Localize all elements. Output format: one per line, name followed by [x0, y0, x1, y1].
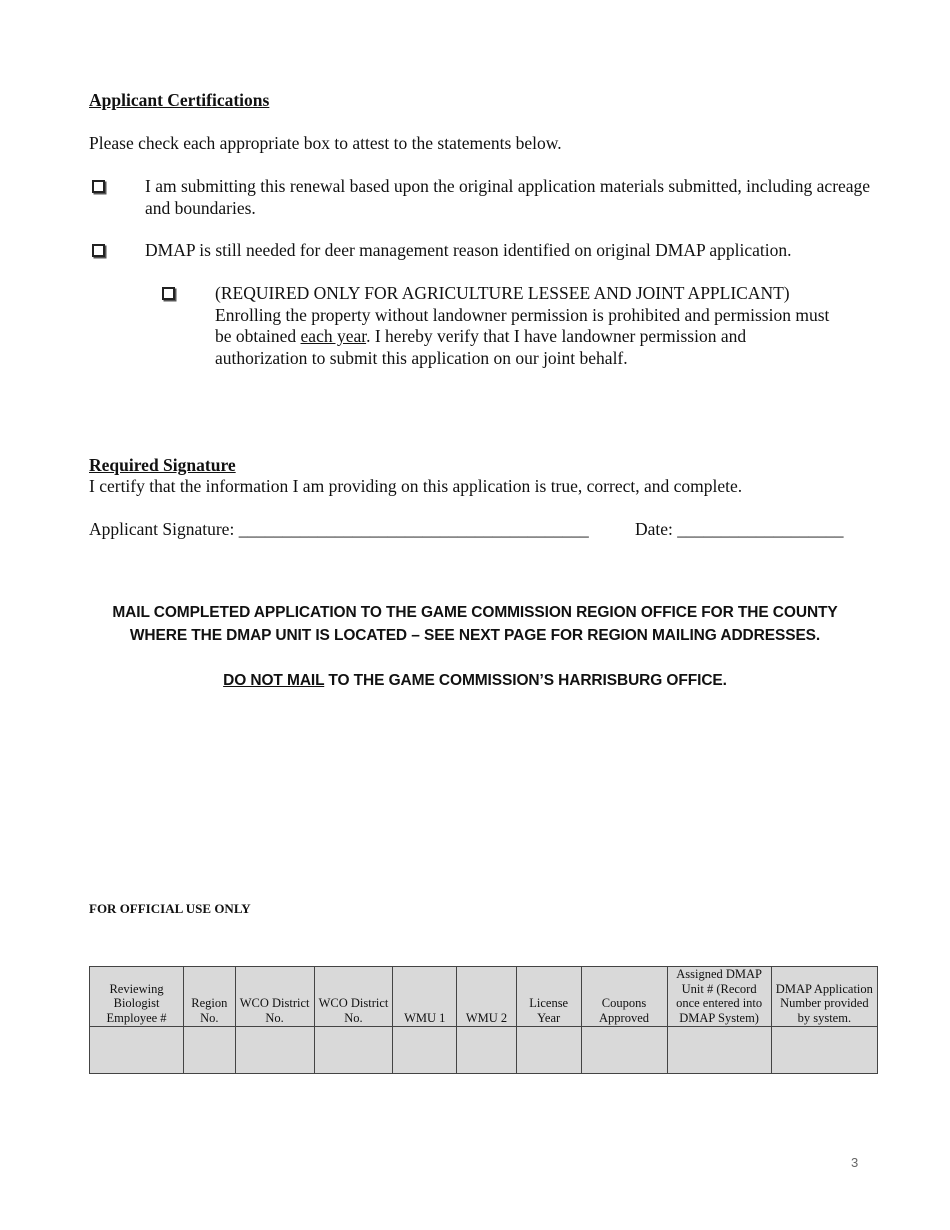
- col-wco-district-2: WCO District No.: [314, 967, 393, 1027]
- applicant-signature-row: [89, 519, 589, 541]
- col-assigned-dmap-unit: Assigned DMAP Unit # (Record once entered into DMAP System): [667, 967, 771, 1027]
- cell-assigned-dmap-unit: [667, 1027, 771, 1074]
- official-use-table: [89, 966, 878, 1074]
- do-not-mail-rest: TO THE GAME COMMISSION’S HARRISBURG OFFICE.: [324, 672, 727, 689]
- mail-instructions: [0, 601, 950, 647]
- date-field[interactable]: ___________________: [677, 519, 844, 539]
- col-dmap-application-number: DMAP Application Number provided by system.: [771, 967, 877, 1027]
- dmap-needed-statement: DMAP is still needed for deer management reason identified on original DMAP application.: [145, 240, 792, 260]
- landowner-permission-text-post: . I hereby verify that I have landowner permission and authorization to submit this application on our joint behalf.: [215, 326, 747, 368]
- cell-wmu-1: [393, 1027, 457, 1074]
- signature-heading: Required Signature: [89, 455, 236, 475]
- official-use-label: FOR OFFICIAL USE ONLY: [89, 901, 251, 916]
- cell-dmap-application-number: [771, 1027, 877, 1074]
- official-use-entry-row: [90, 1027, 878, 1074]
- certifications-instruction: Please check each appropriate box to attest to the statements below.: [89, 133, 562, 153]
- col-reviewing-biologist: Reviewing Biologist Employee #: [90, 967, 184, 1027]
- landowner-permission-text-pre: Enrolling the property without landowner permission is prohibited and permission must be obtained: [215, 304, 830, 346]
- do-not-mail-emphasis: DO NOT MAIL: [223, 672, 325, 689]
- applicant-signature-field[interactable]: ________________________________________: [238, 519, 589, 539]
- landowner-permission-statement: [215, 283, 840, 369]
- cell-reviewing-biologist: [90, 1027, 184, 1074]
- cell-wmu-2: [457, 1027, 517, 1074]
- do-not-mail-notice: [0, 669, 950, 692]
- date-label: Date:: [635, 519, 673, 539]
- applicant-signature-label: Applicant Signature:: [89, 519, 235, 539]
- col-region-no: Region No.: [184, 967, 236, 1027]
- each-year-emphasis: each year: [300, 326, 367, 346]
- col-license-year: License Year: [516, 967, 581, 1027]
- renewal-checkbox[interactable]: [92, 180, 105, 193]
- cell-coupons-approved: [581, 1027, 667, 1074]
- cell-region-no: [184, 1027, 236, 1074]
- signature-certify-text: I certify that the information I am providing on this application is true, correct, and complete.: [89, 476, 743, 496]
- col-wmu-2: WMU 2: [457, 967, 517, 1027]
- cell-wco-district-2: [314, 1027, 393, 1074]
- page-number: 3: [851, 1155, 859, 1170]
- col-coupons-approved: Coupons Approved: [581, 967, 667, 1027]
- landowner-permission-checkbox[interactable]: [162, 287, 175, 300]
- col-wco-district-1: WCO District No.: [235, 967, 314, 1027]
- mail-instructions-line2: WHERE THE DMAP UNIT IS LOCATED – SEE NEXT PAGE FOR REGION MAILING ADDRESSES.: [129, 627, 821, 644]
- mail-instructions-line1: MAIL COMPLETED APPLICATION TO THE GAME COMMISSION REGION OFFICE FOR THE COUNTY: [112, 604, 838, 621]
- landowner-permission-title: (REQUIRED ONLY FOR AGRICULTURE LESSEE AND JOINT APPLICANT): [215, 283, 790, 303]
- renewal-statement: I am submitting this renewal based upon the original application materials submitted, including acreage and boundaries.: [145, 176, 871, 218]
- certifications-heading: Applicant Certifications: [89, 90, 270, 110]
- cell-license-year: [516, 1027, 581, 1074]
- col-wmu-1: WMU 1: [393, 967, 457, 1027]
- dmap-needed-checkbox[interactable]: [92, 244, 105, 257]
- date-row: [635, 519, 844, 541]
- official-use-header-row: [90, 967, 878, 1027]
- cell-wco-district-1: [235, 1027, 314, 1074]
